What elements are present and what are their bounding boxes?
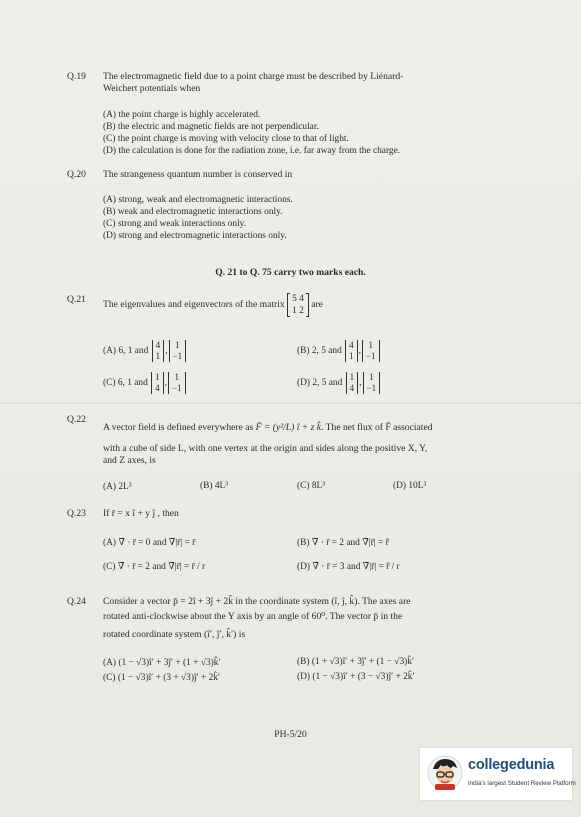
q21-option-d: (D) 2, 5 and 1 4 , 1 −1 — [297, 372, 381, 394]
q21-text — [103, 293, 483, 317]
q21-option-a-label: (A) 6, 1 and — [103, 346, 149, 357]
vec-top: 4 — [155, 340, 161, 350]
vec-bottom: 1 — [155, 351, 161, 361]
q24-text-line2: rotated anti-clockwise about the Y axis by an angle of 60⁰. The vector p̄ in the — [103, 611, 403, 622]
q21-number: Q.21 — [67, 294, 86, 305]
q19-option-b: (B) the electric and magnetic fields are not perpendicular. — [103, 122, 319, 132]
q23-number: Q.23 — [67, 508, 86, 519]
q22-text-line3: and Z axes, is — [103, 455, 156, 466]
q24-option-a: (A) (1 − √3)î′ + 3ĵ′ + (1 + √3)k̂′ — [103, 658, 221, 668]
q21-option-c-vector2 — [168, 372, 186, 394]
vec-top: 1 — [349, 372, 355, 382]
vec-top: 1 — [155, 372, 160, 382]
q20-option-a: (A) strong, weak and electromagnetic interactions. — [103, 195, 293, 205]
vec-bottom: −1 — [172, 351, 183, 361]
q22-formula: F̄ = (y²/L) î + z k̂ — [255, 422, 322, 433]
q20-option-b: (B) weak and electromagnetic interactions only. — [103, 207, 283, 217]
q21-option-a-vector2 — [169, 340, 187, 362]
q21-option-c-vector1 — [151, 372, 164, 394]
q22-option-d: (D) 10L³ — [393, 481, 427, 491]
q24-number: Q.24 — [67, 596, 86, 607]
q21-matrix-row1: 5 4 — [292, 294, 304, 304]
q24-option-d: (D) (1 − √3)î′ + (3 − √3)ĵ′ + 2k̂′ — [297, 672, 415, 682]
q22-option-a: (A) 2L³ — [103, 482, 132, 492]
collegedunia-watermark — [420, 748, 576, 800]
vec-top: 1 — [368, 340, 374, 350]
q21-text-after: are — [311, 299, 323, 311]
q23-option-b: (B) ∇̄ · r̄ = 2 and ∇̄|r̄| = r̂ — [297, 538, 389, 548]
q21-option-b-label: (B) 2, 5 and — [297, 346, 342, 357]
q19-option-a: (A) the point charge is highly accelerated. — [103, 110, 261, 120]
vec-bottom: 4 — [349, 383, 355, 393]
q21-matrix — [287, 293, 309, 317]
q19-number: Q.19 — [67, 71, 86, 82]
q23-option-c: (C) ∇̄ · r̄ = 2 and ∇̄|r̄| = r̄ / r — [103, 562, 206, 572]
section-heading: Q. 21 to Q. 75 carry two marks each. — [215, 267, 366, 278]
q24-text-line3: rotated coordinate system (î′, ĵ′, k̂′) is — [103, 629, 246, 640]
logo-tagline: India's largest Student Review Platform — [468, 780, 576, 787]
q22-number: Q.22 — [67, 414, 86, 425]
q21-option-c: (C) 6, 1 and 1 4 , 1 −1 — [103, 372, 187, 394]
q21-option-d-label: (D) 2, 5 and — [297, 378, 343, 389]
vec-top: 1 — [175, 340, 180, 350]
logo-brand-name: collegedunia — [468, 757, 555, 773]
vec-bottom: −1 — [171, 383, 182, 393]
q24-option-b: (B) (1 + √3)î′ + 3ĵ′ + (1 − √3)k̂′ — [297, 657, 415, 667]
q20-option-c: (C) strong and weak interactions only. — [103, 219, 247, 229]
vec-bottom: 1 — [349, 351, 354, 361]
q22-option-b: (B) 4L³ — [200, 481, 229, 491]
q21-option-c-label: (C) 6, 1 and — [103, 378, 148, 389]
q20-text: The strangeness quantum number is conserved in — [103, 169, 293, 180]
q19-text-line1: The electromagnetic field due to a point charge must be described by Liénard- — [103, 71, 404, 82]
vec-top: 4 — [349, 340, 354, 350]
q21-option-d-vector2 — [363, 372, 381, 394]
q22-text-line1 — [103, 422, 493, 434]
logo-mascot-icon — [426, 754, 464, 792]
q21-option-d-vector1 — [346, 372, 359, 394]
q20-number: Q.20 — [67, 169, 86, 180]
q23-option-a: (A) ∇̄ · r̄ = 0 and ∇̄|r̄| = r̄ — [103, 538, 196, 548]
vec-bottom: 4 — [155, 383, 160, 393]
q21-option-b: (B) 2, 5 and 4 1 , 1 −1 — [297, 340, 381, 362]
vec-top: 1 — [174, 372, 180, 382]
q22-option-c: (C) 8L³ — [297, 481, 326, 491]
q20-option-d: (D) strong and electromagnetic interactions only. — [103, 231, 287, 241]
q24-option-c: (C) (1 − √3)î′ + (3 + √3)ĵ′ + 2k̂′ — [103, 673, 221, 683]
vec-bottom: −1 — [366, 383, 377, 393]
q21-option-a: (A) 6, 1 and 4 1 , 1 −1 — [103, 340, 187, 362]
vec-top: 1 — [369, 372, 374, 382]
q21-option-a-vector1 — [152, 340, 165, 362]
q21-text-before: The eigenvalues and eigenvectors of the matrix — [103, 299, 285, 311]
q19-option-c: (C) the point charge is moving with velocity close to that of light. — [103, 134, 349, 144]
q23-text: If r̄ = x î + y ĵ , then — [103, 508, 179, 519]
vec-bottom: −1 — [365, 351, 376, 361]
page-fold — [0, 402, 581, 404]
q22-text-b: . The net flux of F̄ associated — [321, 422, 433, 433]
q21-option-b-vector1 — [345, 340, 358, 362]
q19-text-line2: Weichert potentials when — [103, 83, 201, 94]
q21-option-b-vector2 — [362, 340, 380, 362]
q21-matrix-row2: 1 2 — [292, 306, 304, 316]
q24-text-line1: Consider a vector p̄ = 2î + 3ĵ + 2k̂ in the coordinate system (î, ĵ, k̂). The axes are — [103, 596, 411, 607]
page-footer: PH-5/20 — [274, 729, 307, 740]
q22-text-line2: with a cube of side L, with one vertex at the origin and sides along the positive X, Y, — [103, 443, 428, 454]
q23-option-d: (D) ∇̄ · r̄ = 3 and ∇̄|r̄| = r̂ / r — [297, 562, 400, 572]
q22-text-a: A vector field is defined everywhere as — [103, 422, 254, 433]
q19-option-d: (D) the calculation is done for the radiation zone, i.e. far away from the charge. — [103, 146, 401, 156]
